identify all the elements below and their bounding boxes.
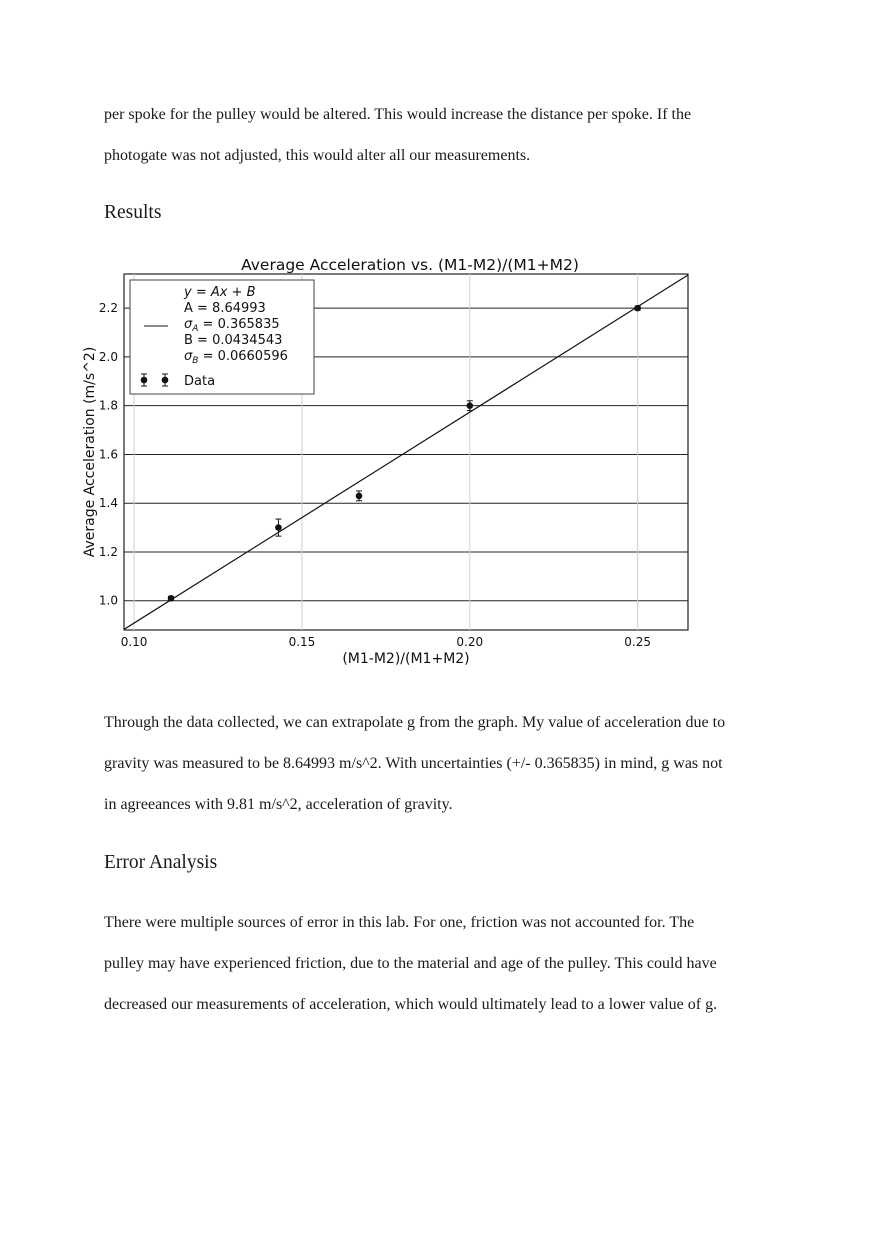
data-point bbox=[466, 401, 473, 411]
error-line-3: decreased our measurements of acceleration, which would ultimately lead to a lower value of g. bbox=[104, 996, 718, 1013]
legend-sigma-b-value: = 0.0660596 bbox=[198, 349, 288, 364]
y-tick-label: 1.4 bbox=[98, 496, 118, 511]
x-tick-label: 0.15 bbox=[288, 635, 316, 649]
error-analysis-heading: Error Analysis bbox=[104, 852, 218, 873]
legend-sigma-b bbox=[184, 349, 288, 366]
x-tick-label: 0.25 bbox=[624, 635, 652, 649]
error-line-1: There were multiple sources of error in this lab. For one, friction was not accounted for. The bbox=[104, 914, 695, 931]
x-tick-label: 0.10 bbox=[120, 635, 148, 649]
results-heading: Results bbox=[104, 202, 162, 223]
acceleration-chart bbox=[78, 250, 698, 670]
intro-line-2: photogate was not adjusted, this would alter all our measurements. bbox=[104, 147, 531, 164]
legend-sigma-b-sub: B bbox=[192, 356, 199, 366]
chart-svg bbox=[78, 250, 698, 670]
intro-line-1: per spoke for the pulley would be altered. This would increase the distance per spoke. If the bbox=[104, 106, 692, 123]
error-analysis-paragraph bbox=[104, 902, 794, 1025]
x-tick-label: 0.20 bbox=[456, 635, 484, 649]
results-line-2: gravity was measured to be 8.64993 m/s^2. With uncertainties (+/- 0.365835) in mind, g was not bbox=[104, 755, 723, 772]
y-tick-label: 1.2 bbox=[98, 544, 118, 559]
y-tick-label: 1.6 bbox=[98, 447, 118, 462]
legend-sigma-a-symbol: σ bbox=[184, 317, 193, 332]
error-line-2: pulley may have experienced friction, due to the material and age of the pulley. This could have bbox=[104, 955, 717, 972]
legend-sigma-b-symbol: σ bbox=[184, 349, 193, 364]
y-axis-label: Average Acceleration (m/s^2) bbox=[82, 346, 98, 558]
data-point bbox=[168, 595, 175, 602]
data-point bbox=[356, 491, 363, 501]
legend-a-value: A = 8.64993 bbox=[184, 301, 266, 316]
legend-sigma-a-value: = 0.365835 bbox=[198, 317, 280, 332]
results-paragraph bbox=[104, 702, 794, 825]
intro-paragraph bbox=[104, 94, 794, 176]
y-tick-label: 2.2 bbox=[98, 301, 118, 316]
results-line-1: Through the data collected, we can extrapolate g from the graph. My value of acceleration due to bbox=[104, 714, 726, 731]
y-tick-label: 1.0 bbox=[98, 593, 118, 608]
legend-sigma-a-sub: A bbox=[192, 324, 199, 334]
y-tick-label: 1.8 bbox=[98, 398, 118, 413]
y-tick-label: 2.0 bbox=[98, 349, 118, 364]
data-point bbox=[634, 305, 641, 312]
legend-b-value: B = 0.0434543 bbox=[184, 333, 283, 348]
legend-data-label: Data bbox=[184, 374, 216, 389]
legend bbox=[130, 280, 314, 394]
legend-sigma-a bbox=[184, 317, 280, 334]
results-line-3: in agreeances with 9.81 m/s^2, acceleration of gravity. bbox=[104, 796, 453, 813]
x-axis-label: (M1-M2)/(M1+M2) bbox=[342, 651, 470, 667]
legend-equation: y = Ax + B bbox=[184, 285, 256, 300]
chart-title: Average Acceleration vs. (M1-M2)/(M1+M2) bbox=[241, 256, 579, 274]
